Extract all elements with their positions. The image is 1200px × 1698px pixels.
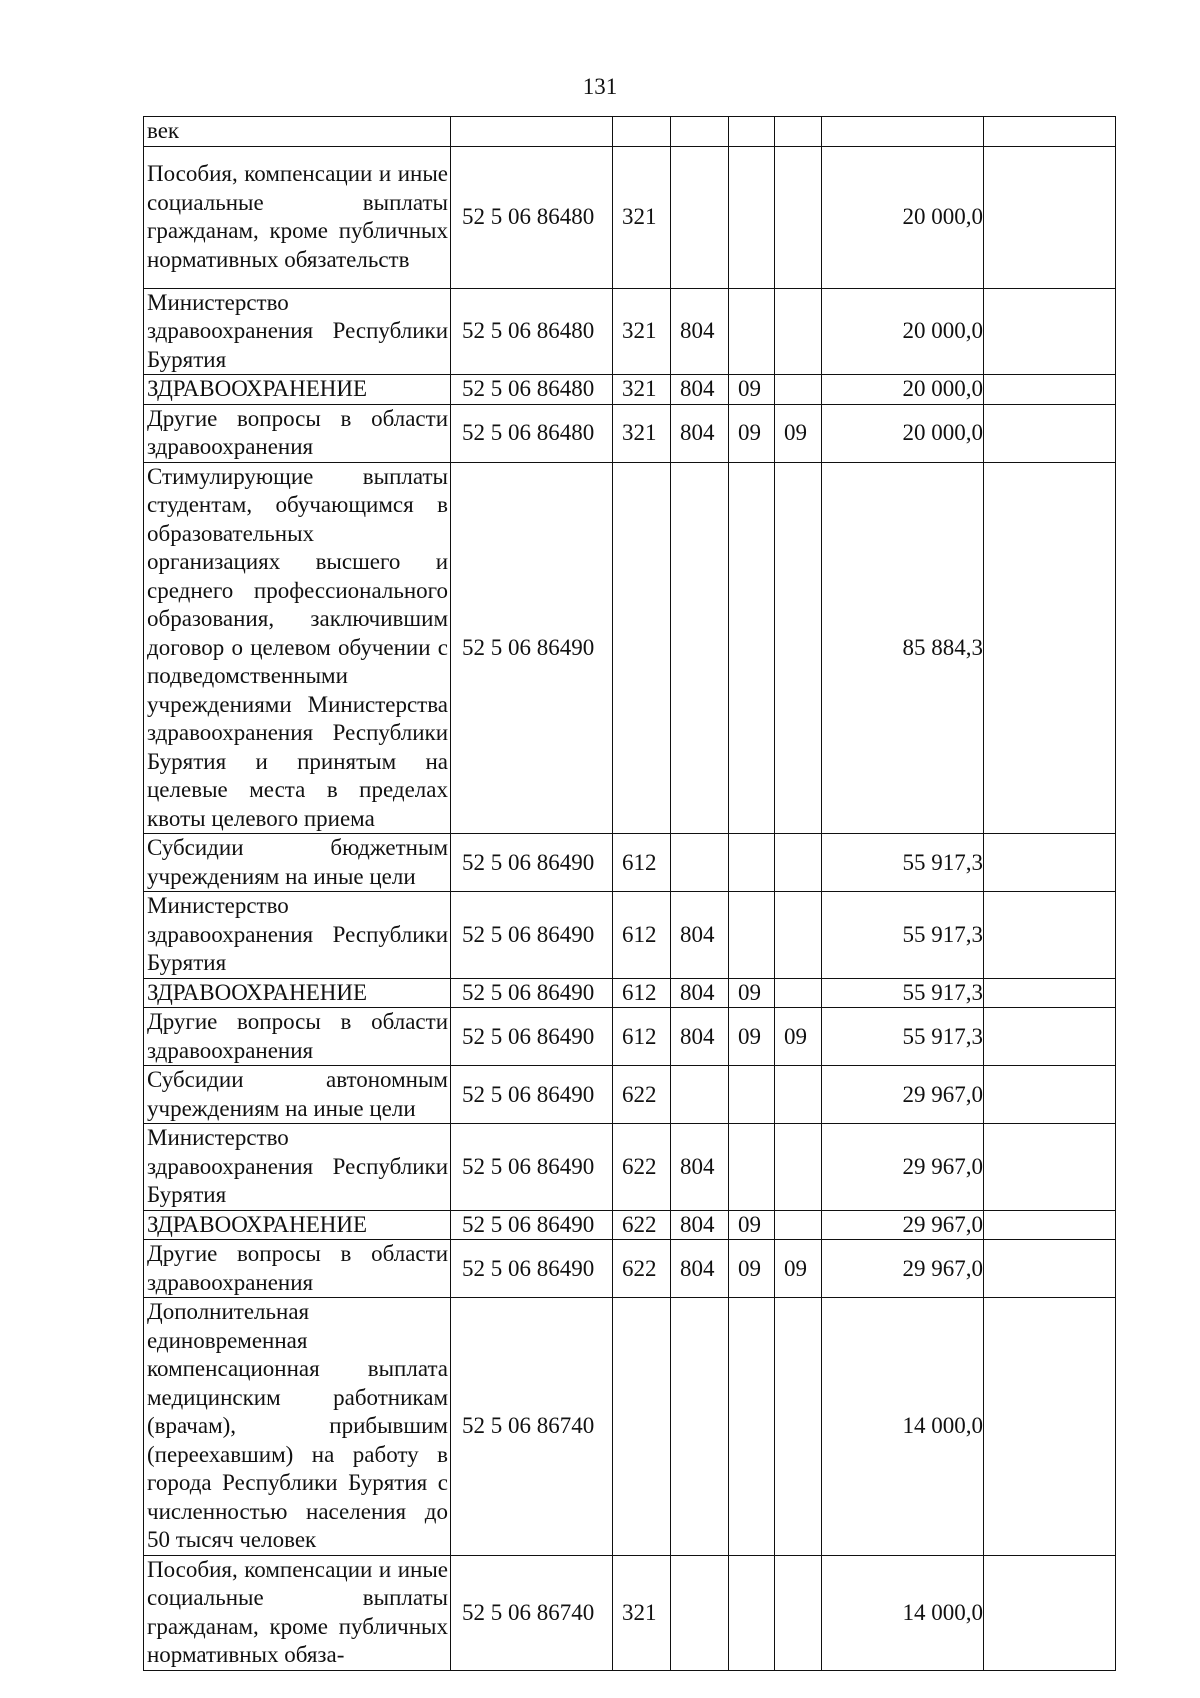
table-body (144, 117, 1116, 1671)
item-name-cell: ЗДРАВООХРАНЕНИЕ (144, 375, 451, 405)
extra-cell (984, 1210, 1116, 1240)
table-row (144, 1066, 1116, 1124)
section-code-cell (729, 1298, 775, 1556)
subsection-code-cell (775, 462, 822, 834)
department-code-cell (671, 1066, 729, 1124)
subsection-code-cell: 09 (775, 1240, 822, 1298)
target-article-code-cell: 52 5 06 86740 (451, 1555, 613, 1670)
target-article-code-cell (451, 117, 613, 147)
table-row (144, 1555, 1116, 1670)
extra-cell (984, 1240, 1116, 1298)
subsection-code-cell (775, 1066, 822, 1124)
department-code-cell (671, 1298, 729, 1556)
table-row (144, 978, 1116, 1008)
subsection-code-cell (775, 288, 822, 375)
target-article-code-cell: 52 5 06 86490 (451, 1210, 613, 1240)
amount-cell (822, 117, 984, 147)
expense-type-cell: 612 (613, 978, 671, 1008)
extra-cell (984, 892, 1116, 979)
subsection-code-cell (775, 146, 822, 288)
expense-type-cell (613, 117, 671, 147)
department-code-cell: 804 (671, 978, 729, 1008)
section-code-cell (729, 1066, 775, 1124)
extra-cell (984, 1124, 1116, 1211)
section-code-cell (729, 892, 775, 979)
subsection-code-cell (775, 1210, 822, 1240)
table-row (144, 375, 1116, 405)
expense-type-cell: 321 (613, 146, 671, 288)
department-code-cell: 804 (671, 1240, 729, 1298)
department-code-cell: 804 (671, 404, 729, 462)
target-article-code-cell: 52 5 06 86490 (451, 1066, 613, 1124)
department-code-cell (671, 462, 729, 834)
target-article-code-cell: 52 5 06 86480 (451, 404, 613, 462)
extra-cell (984, 146, 1116, 288)
table-row (144, 146, 1116, 288)
item-name-cell: Субсидии автономным учреждениям на иные цели (144, 1066, 451, 1124)
extra-cell (984, 1555, 1116, 1670)
extra-cell (984, 1008, 1116, 1066)
department-code-cell: 804 (671, 375, 729, 405)
table-row (144, 1008, 1116, 1066)
extra-cell (984, 288, 1116, 375)
subsection-code-cell (775, 892, 822, 979)
section-code-cell (729, 1555, 775, 1670)
section-code-cell: 09 (729, 1240, 775, 1298)
target-article-code-cell: 52 5 06 86480 (451, 375, 613, 405)
item-name-cell: ЗДРАВООХРАНЕНИЕ (144, 1210, 451, 1240)
table-row (144, 462, 1116, 834)
section-code-cell: 09 (729, 1210, 775, 1240)
subsection-code-cell (775, 1124, 822, 1211)
expense-type-cell: 612 (613, 1008, 671, 1066)
section-code-cell: 09 (729, 375, 775, 405)
item-name-cell: Министерство здравоохранения Республики Бурятия (144, 892, 451, 979)
item-name-cell: Министерство здравоохранения Республики Бурятия (144, 1124, 451, 1211)
item-name-cell: Стимулирующие выплаты студентам, обучающимся в образовательных организациях высшего и среднего профессионального образования, заключившим договор о целевом обучении с подведомственными учреждениями Министерства здравоохранения Республики Бурятия и принятым на целевые места в пределах квоты целевого приема (144, 462, 451, 834)
target-article-code-cell: 52 5 06 86740 (451, 1298, 613, 1556)
item-name-cell: Министерство здравоохранения Республики Бурятия (144, 288, 451, 375)
amount-cell: 14 000,0 (822, 1555, 984, 1670)
item-name-cell: Другие вопросы в области здравоохранения (144, 1008, 451, 1066)
expense-type-cell (613, 462, 671, 834)
subsection-code-cell (775, 375, 822, 405)
table-row (144, 1124, 1116, 1211)
section-code-cell: 09 (729, 978, 775, 1008)
target-article-code-cell: 52 5 06 86490 (451, 1124, 613, 1211)
target-article-code-cell: 52 5 06 86480 (451, 146, 613, 288)
table-row (144, 892, 1116, 979)
department-code-cell: 804 (671, 1210, 729, 1240)
section-code-cell (729, 117, 775, 147)
expense-type-cell: 321 (613, 375, 671, 405)
item-name-cell: Пособия, компенсации и иные социальные выплаты гражданам, кроме публичных нормативных обязательств (144, 146, 451, 288)
section-code-cell: 09 (729, 404, 775, 462)
amount-cell: 14 000,0 (822, 1298, 984, 1556)
subsection-code-cell: 09 (775, 1008, 822, 1066)
expense-type-cell (613, 1298, 671, 1556)
target-article-code-cell: 52 5 06 86490 (451, 462, 613, 834)
target-article-code-cell: 52 5 06 86490 (451, 892, 613, 979)
expense-type-cell: 321 (613, 288, 671, 375)
section-code-cell (729, 1124, 775, 1211)
subsection-code-cell (775, 978, 822, 1008)
amount-cell: 29 967,0 (822, 1124, 984, 1211)
item-name-cell: век (144, 117, 451, 147)
target-article-code-cell: 52 5 06 86490 (451, 834, 613, 892)
table-row (144, 288, 1116, 375)
amount-cell: 29 967,0 (822, 1210, 984, 1240)
department-code-cell: 804 (671, 1008, 729, 1066)
amount-cell: 55 917,3 (822, 892, 984, 979)
subsection-code-cell: 09 (775, 404, 822, 462)
expense-type-cell: 612 (613, 892, 671, 979)
table-row (144, 1210, 1116, 1240)
table-row (144, 1298, 1116, 1556)
amount-cell: 55 917,3 (822, 834, 984, 892)
department-code-cell (671, 117, 729, 147)
section-code-cell (729, 288, 775, 375)
amount-cell: 20 000,0 (822, 404, 984, 462)
expense-type-cell: 622 (613, 1210, 671, 1240)
item-name-cell: Пособия, компенсации и иные социальные выплаты гражданам, кроме публичных нормативных обяза- (144, 1555, 451, 1670)
extra-cell (984, 834, 1116, 892)
expense-type-cell: 321 (613, 404, 671, 462)
expense-type-cell: 622 (613, 1066, 671, 1124)
amount-cell: 29 967,0 (822, 1240, 984, 1298)
section-code-cell (729, 834, 775, 892)
section-code-cell: 09 (729, 1008, 775, 1066)
page-number: 131 (582, 74, 618, 99)
department-code-cell (671, 1555, 729, 1670)
budget-table (143, 116, 1116, 1671)
extra-cell (984, 1298, 1116, 1556)
extra-cell (984, 978, 1116, 1008)
extra-cell (984, 1066, 1116, 1124)
item-name-cell: ЗДРАВООХРАНЕНИЕ (144, 978, 451, 1008)
item-name-cell: Другие вопросы в области здравоохранения (144, 1240, 451, 1298)
department-code-cell: 804 (671, 1124, 729, 1211)
extra-cell (984, 404, 1116, 462)
target-article-code-cell: 52 5 06 86480 (451, 288, 613, 375)
subsection-code-cell (775, 117, 822, 147)
table-row (144, 834, 1116, 892)
department-code-cell (671, 146, 729, 288)
subsection-code-cell (775, 1555, 822, 1670)
item-name-cell: Субсидии бюджетным учреждениям на иные цели (144, 834, 451, 892)
item-name-cell: Дополнительная единовременная компенсационная выплата медицинским работникам (врачам), прибывшим (переехавшим) на работу в города Республики Бурятия с численностью населения до 50 тысяч человек (144, 1298, 451, 1556)
department-code-cell (671, 834, 729, 892)
target-article-code-cell: 52 5 06 86490 (451, 1240, 613, 1298)
department-code-cell: 804 (671, 892, 729, 979)
amount-cell: 20 000,0 (822, 375, 984, 405)
expense-type-cell: 612 (613, 834, 671, 892)
target-article-code-cell: 52 5 06 86490 (451, 978, 613, 1008)
extra-cell (984, 117, 1116, 147)
amount-cell: 55 917,3 (822, 1008, 984, 1066)
amount-cell: 29 967,0 (822, 1066, 984, 1124)
item-name-cell: Другие вопросы в области здравоохранения (144, 404, 451, 462)
subsection-code-cell (775, 834, 822, 892)
section-code-cell (729, 462, 775, 834)
section-code-cell (729, 146, 775, 288)
expense-type-cell: 622 (613, 1124, 671, 1211)
amount-cell: 85 884,3 (822, 462, 984, 834)
expense-type-cell: 622 (613, 1240, 671, 1298)
expense-type-cell: 321 (613, 1555, 671, 1670)
amount-cell: 20 000,0 (822, 288, 984, 375)
table-row (144, 117, 1116, 147)
amount-cell: 55 917,3 (822, 978, 984, 1008)
subsection-code-cell (775, 1298, 822, 1556)
table-row (144, 1240, 1116, 1298)
extra-cell (984, 375, 1116, 405)
target-article-code-cell: 52 5 06 86490 (451, 1008, 613, 1066)
extra-cell (984, 462, 1116, 834)
amount-cell: 20 000,0 (822, 146, 984, 288)
table-row (144, 404, 1116, 462)
department-code-cell: 804 (671, 288, 729, 375)
